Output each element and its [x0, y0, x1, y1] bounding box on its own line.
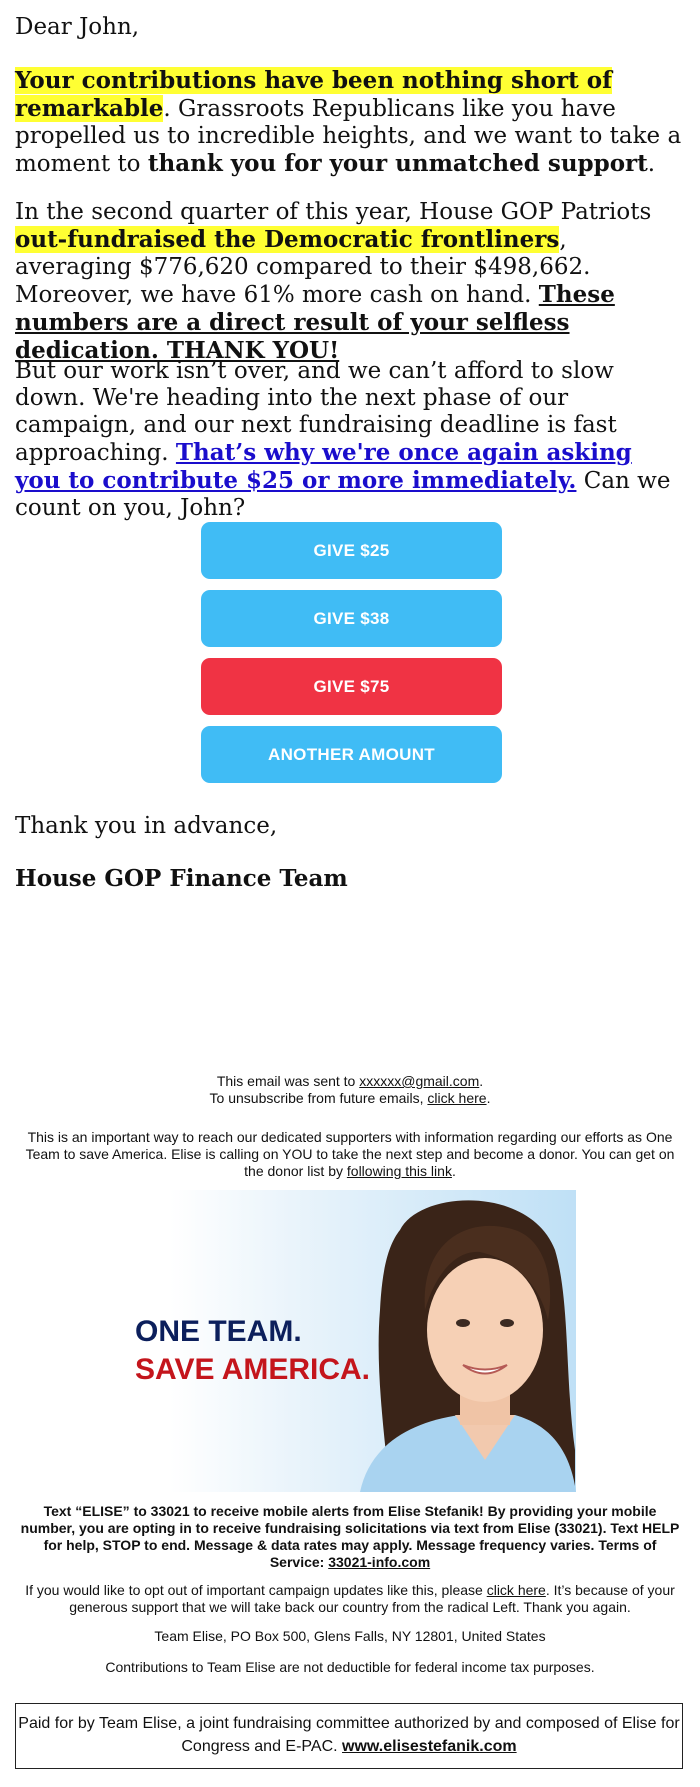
footer-text: . [486, 1090, 491, 1106]
sent-to-notice [20, 1073, 680, 1107]
give-25-button[interactable]: GIVE $25 [201, 522, 502, 579]
donor-list-link[interactable]: following this link [346, 1163, 452, 1179]
optout-notice [20, 1582, 680, 1616]
unsubscribe-link[interactable]: click here [427, 1090, 487, 1106]
optout-link[interactable]: click here [486, 1582, 546, 1598]
paragraph-2 [15, 199, 685, 365]
underlined-text: These numbers are a direct result of your selfless dedication. THANK YOU! [15, 281, 615, 364]
signature-block [15, 865, 685, 892]
body-text: In the second quarter of this year, House GOP Patriots [15, 199, 652, 225]
footer-text: . [479, 1073, 484, 1089]
footer-text: This email was sent to [216, 1073, 360, 1089]
tax-notice: Contributions to Team Elise are not deductible for federal income tax purposes. [105, 1659, 595, 1675]
banner-tagline-2: SAVE AMERICA. [135, 1353, 371, 1386]
footer-text: To unsubscribe from future emails, [209, 1090, 428, 1106]
paid-for-disclaimer [15, 1703, 683, 1769]
footer-text: This is an important way to reach our dedicated supporters with information regarding our efforts as One Team to save America. Elise is calling on YOU to take the next step and become a donor. You can get on the donor list by [25, 1129, 675, 1179]
closing-text: Thank you in advance, [15, 813, 278, 839]
body-text: . [647, 151, 656, 177]
body-text: , averaging $776,620 compared to their $498,662. Moreover, we have 61% more cash on hand. [15, 227, 591, 308]
footer-text: Text “ELISE” to 33021 to receive mobile alerts from Elise Stefanik! By providing your mobile number, you are opting in to receive fundraising solicitations via text from Elise (33021). Text HELP for help, STOP to end. Message & data rates may apply. Message frequency varies. Terms of Service: [20, 1503, 680, 1570]
another-amount-button[interactable]: ANOTHER AMOUNT [201, 726, 502, 783]
letter-body [15, 14, 685, 41]
closing [15, 813, 685, 840]
paragraph-3 [15, 358, 685, 522]
mailing-address: Team Elise, PO Box 500, Glens Falls, NY 12801, United States [154, 1628, 546, 1644]
bold-text: thank you for your unmatched support [147, 150, 648, 177]
body-text: Can we count on you, John? [15, 468, 671, 521]
greeting: Dear John, [15, 14, 140, 40]
banner-tagline-1: ONE TEAM. [135, 1315, 302, 1348]
paragraph-1 [15, 67, 685, 178]
give-38-button[interactable]: GIVE $38 [201, 590, 502, 647]
footer-text: If you would like to opt out of important campaign updates like this, please [25, 1582, 487, 1598]
sms-notice [20, 1503, 680, 1571]
donor-notice [20, 1129, 680, 1180]
footer-text: . [451, 1163, 456, 1179]
terms-link[interactable]: 33021-info.com [328, 1554, 431, 1570]
recipient-email-link[interactable]: xxxxxx@gmail.com [359, 1073, 480, 1089]
one-team-banner [135, 1190, 576, 1492]
body-text: . Grassroots Republicans like you have propelled us to incredible heights, and we want to take a moment to [15, 96, 682, 177]
highlight-text: out-fundraised the Democratic frontliners [15, 226, 560, 253]
give-75-button[interactable]: GIVE $75 [201, 658, 502, 715]
body-text: But our work isn’t over, and we can’t afford to slow down. We're heading into the next phase of our campaign, and our next fundraising deadline is fast approaching. [15, 358, 617, 466]
contribute-link[interactable]: That’s why we're once again asking you to contribute $25 or more immediately. [15, 439, 632, 494]
signature: House GOP Finance Team [15, 865, 348, 892]
highlight-text: Your contributions have been nothing short of remarkable [15, 67, 613, 122]
footer-text: Paid for by Team Elise, a joint fundraising committee authorized by and composed of Elise for Congress and E-PAC. [18, 1715, 680, 1755]
footer-text: . It’s because of your generous support that we will take back our country from the radical Left. Thank you again. [69, 1582, 675, 1615]
website-link[interactable]: www.elisestefanik.com [342, 1738, 517, 1755]
